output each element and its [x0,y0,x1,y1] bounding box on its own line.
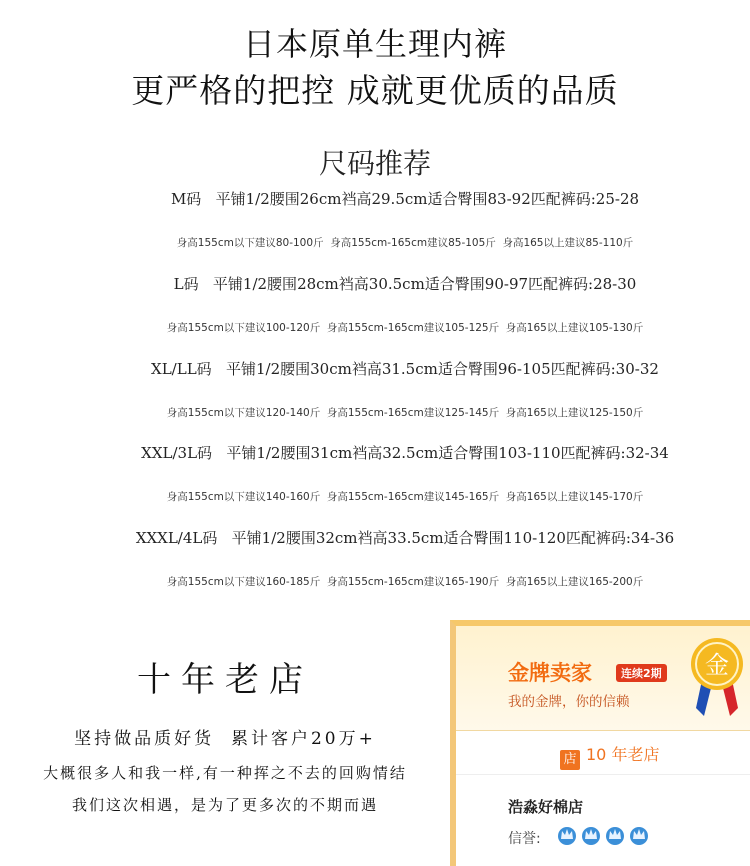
gold-seller-card [450,620,750,866]
crown-icon [606,827,624,845]
store-years-text: 10 年老店 [586,745,660,764]
store-icon: 店 [560,750,580,770]
store-title: 十年老店 [137,660,313,700]
headline: 日本原单生理内裤 [242,25,507,63]
reputation-crowns [556,824,652,846]
card-divider [456,730,750,731]
size-recommend-xxl: 身高155cm以下建议140-160斤 身高155cm-165cm建议145-165斤 身高165以上建议145-170斤 [166,491,644,503]
size-recommend-xl: 身高155cm以下建议120-140斤 身高155cm-165cm建议125-145斤 身高165以上建议125-150斤 [166,407,644,419]
store-slogan-2: 大概很多人和我一样,有一种挥之不去的回购情结 [43,764,407,782]
size-section-title: 尺码推荐 [318,147,431,180]
size-recommend-xxxl: 身高155cm以下建议160-185斤 身高155cm-165cm建议165-190斤 身高165以上建议165-200斤 [166,576,644,588]
crown-icon [630,827,648,845]
size-spec-xl: XL/LL码 平铺1/2腰围30cm裆高31.5cm适合臀围96-105匹配裤码:30-32 [151,360,659,378]
medal-char: 金 [705,651,729,679]
shop-name: 浩淼好棉店 [508,798,584,816]
card-body [456,626,750,866]
gold-seller-title: 金牌卖家 [508,661,592,685]
crown-icon [558,827,576,845]
header [0,24,750,112]
card-divider-2 [456,774,750,775]
gold-medal-icon [690,636,744,726]
size-recommend-m: 身高155cm以下建议80-100斤 身高155cm-165cm建议85-105斤 身高165以上建议85-110斤 [176,237,634,249]
size-spec-l: L码 平铺1/2腰围28cm裆高30.5cm适合臀围90-97匹配裤码:28-30 [173,275,637,293]
store-slogan-3: 我们这次相遇，是为了更多次的不期而遇 [71,796,378,814]
size-spec-xxxl: XXXL/4L码 平铺1/2腰围32cm裆高33.5cm适合臀围110-120匹配裤码:34-36 [135,529,675,547]
store-years [560,742,659,770]
crown-icon [582,827,600,845]
size-spec-xxl: XXL/3L码 平铺1/2腰围31cm裆高32.5cm适合臀围103-110匹配裤码:32-34 [141,444,669,462]
size-recommend-l: 身高155cm以下建议100-120斤 身高155cm-165cm建议105-125斤 身高165以上建议105-130斤 [166,322,644,334]
gold-seller-subtitle: 我的金牌，你的信赖 [508,694,630,710]
store-slogan-1: 坚持做品质好货 累计客户20万+ [74,729,376,749]
streak-badge: 连续2期 [616,664,667,682]
size-spec-m: M码 平铺1/2腰围26cm裆高29.5cm适合臀围83-92匹配裤码:25-28 [170,190,640,208]
reputation-label: 信誉: [508,831,541,847]
subheadline: 更严格的把控 成就更优质的品质 [131,71,619,110]
